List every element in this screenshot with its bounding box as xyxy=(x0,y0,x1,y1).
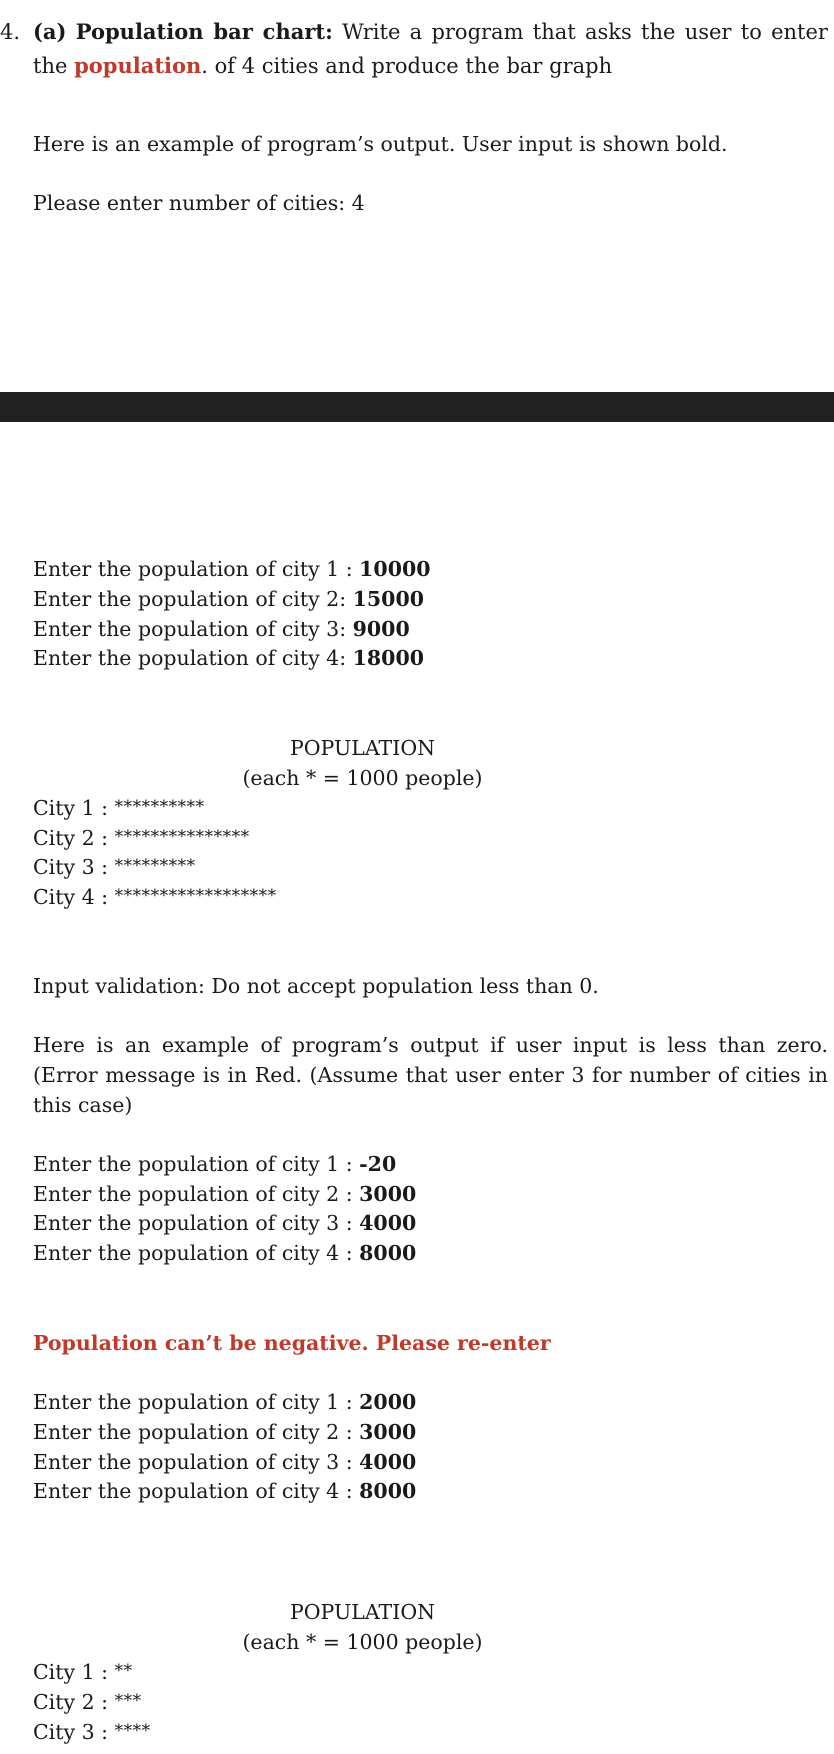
question-text-a: Write a program that asks the user to enter the xyxy=(33,20,828,78)
example2-chart-title: POPULATION xyxy=(289,1600,436,1624)
question-part: (a) xyxy=(33,19,67,44)
example2-reinput-1: Enter the population of city 1 : 2000 xyxy=(33,1390,417,1414)
example2-input-1: Enter the population of city 1 : -20 xyxy=(33,1152,397,1176)
example2-bar-3: City 3 : **** xyxy=(33,1720,151,1744)
example2-reinput-4: Enter the population of city 4 : 8000 xyxy=(33,1479,417,1503)
example1-input-2: Enter the population of city 2: 15000 xyxy=(33,587,424,611)
example1-bar-4: City 4 : ****************** xyxy=(33,885,277,909)
example2-reinput-2: Enter the population of city 2 : 3000 xyxy=(33,1420,417,1444)
example1-input-3: Enter the population of city 3: 9000 xyxy=(33,617,410,641)
page-divider-band xyxy=(0,392,834,422)
num-cities-prompt: Please enter number of cities: 4 xyxy=(33,191,365,215)
question-number: 4. xyxy=(0,20,21,44)
validation-text: Input validation: Do not accept population less than 0. xyxy=(33,974,599,998)
example1-bar-2: City 2 : *************** xyxy=(33,826,250,850)
error-message: Population can’t be negative. Please re-enter xyxy=(33,1331,551,1355)
question-text-b: . of 4 cities and produce the bar graph xyxy=(201,54,613,78)
example2-input-3: Enter the population of city 3 : 4000 xyxy=(33,1211,417,1235)
question-keyword: population xyxy=(74,53,202,78)
intro-text: Here is an example of program’s output. User input is shown bold. xyxy=(33,132,728,156)
question-heading xyxy=(33,15,828,83)
example2-chart-subtitle: (each * = 1000 people) xyxy=(242,1630,483,1654)
example1-input-1: Enter the population of city 1 : 10000 xyxy=(33,557,431,581)
example1-bar-3: City 3 : ********* xyxy=(33,855,196,879)
example2-reinput-3: Enter the population of city 3 : 4000 xyxy=(33,1450,417,1474)
example2-bar-1: City 1 : ** xyxy=(33,1660,133,1684)
question-title: Population bar chart: xyxy=(75,19,333,44)
example1-chart-title: POPULATION xyxy=(289,736,436,760)
example2-bar-2: City 2 : *** xyxy=(33,1690,142,1714)
example2-input-4: Enter the population of city 4 : 8000 xyxy=(33,1241,417,1265)
example1-bar-1: City 1 : ********** xyxy=(33,796,205,820)
example2-intro: Here is an example of program’s output if user input is less than zero. (Error message is in Red. (Assume that user enter 3 for number of cities in this case) xyxy=(33,1033,828,1117)
example2-input-2: Enter the population of city 2 : 3000 xyxy=(33,1182,417,1206)
example1-input-4: Enter the population of city 4: 18000 xyxy=(33,646,424,670)
example1-chart-subtitle: (each * = 1000 people) xyxy=(242,766,483,790)
